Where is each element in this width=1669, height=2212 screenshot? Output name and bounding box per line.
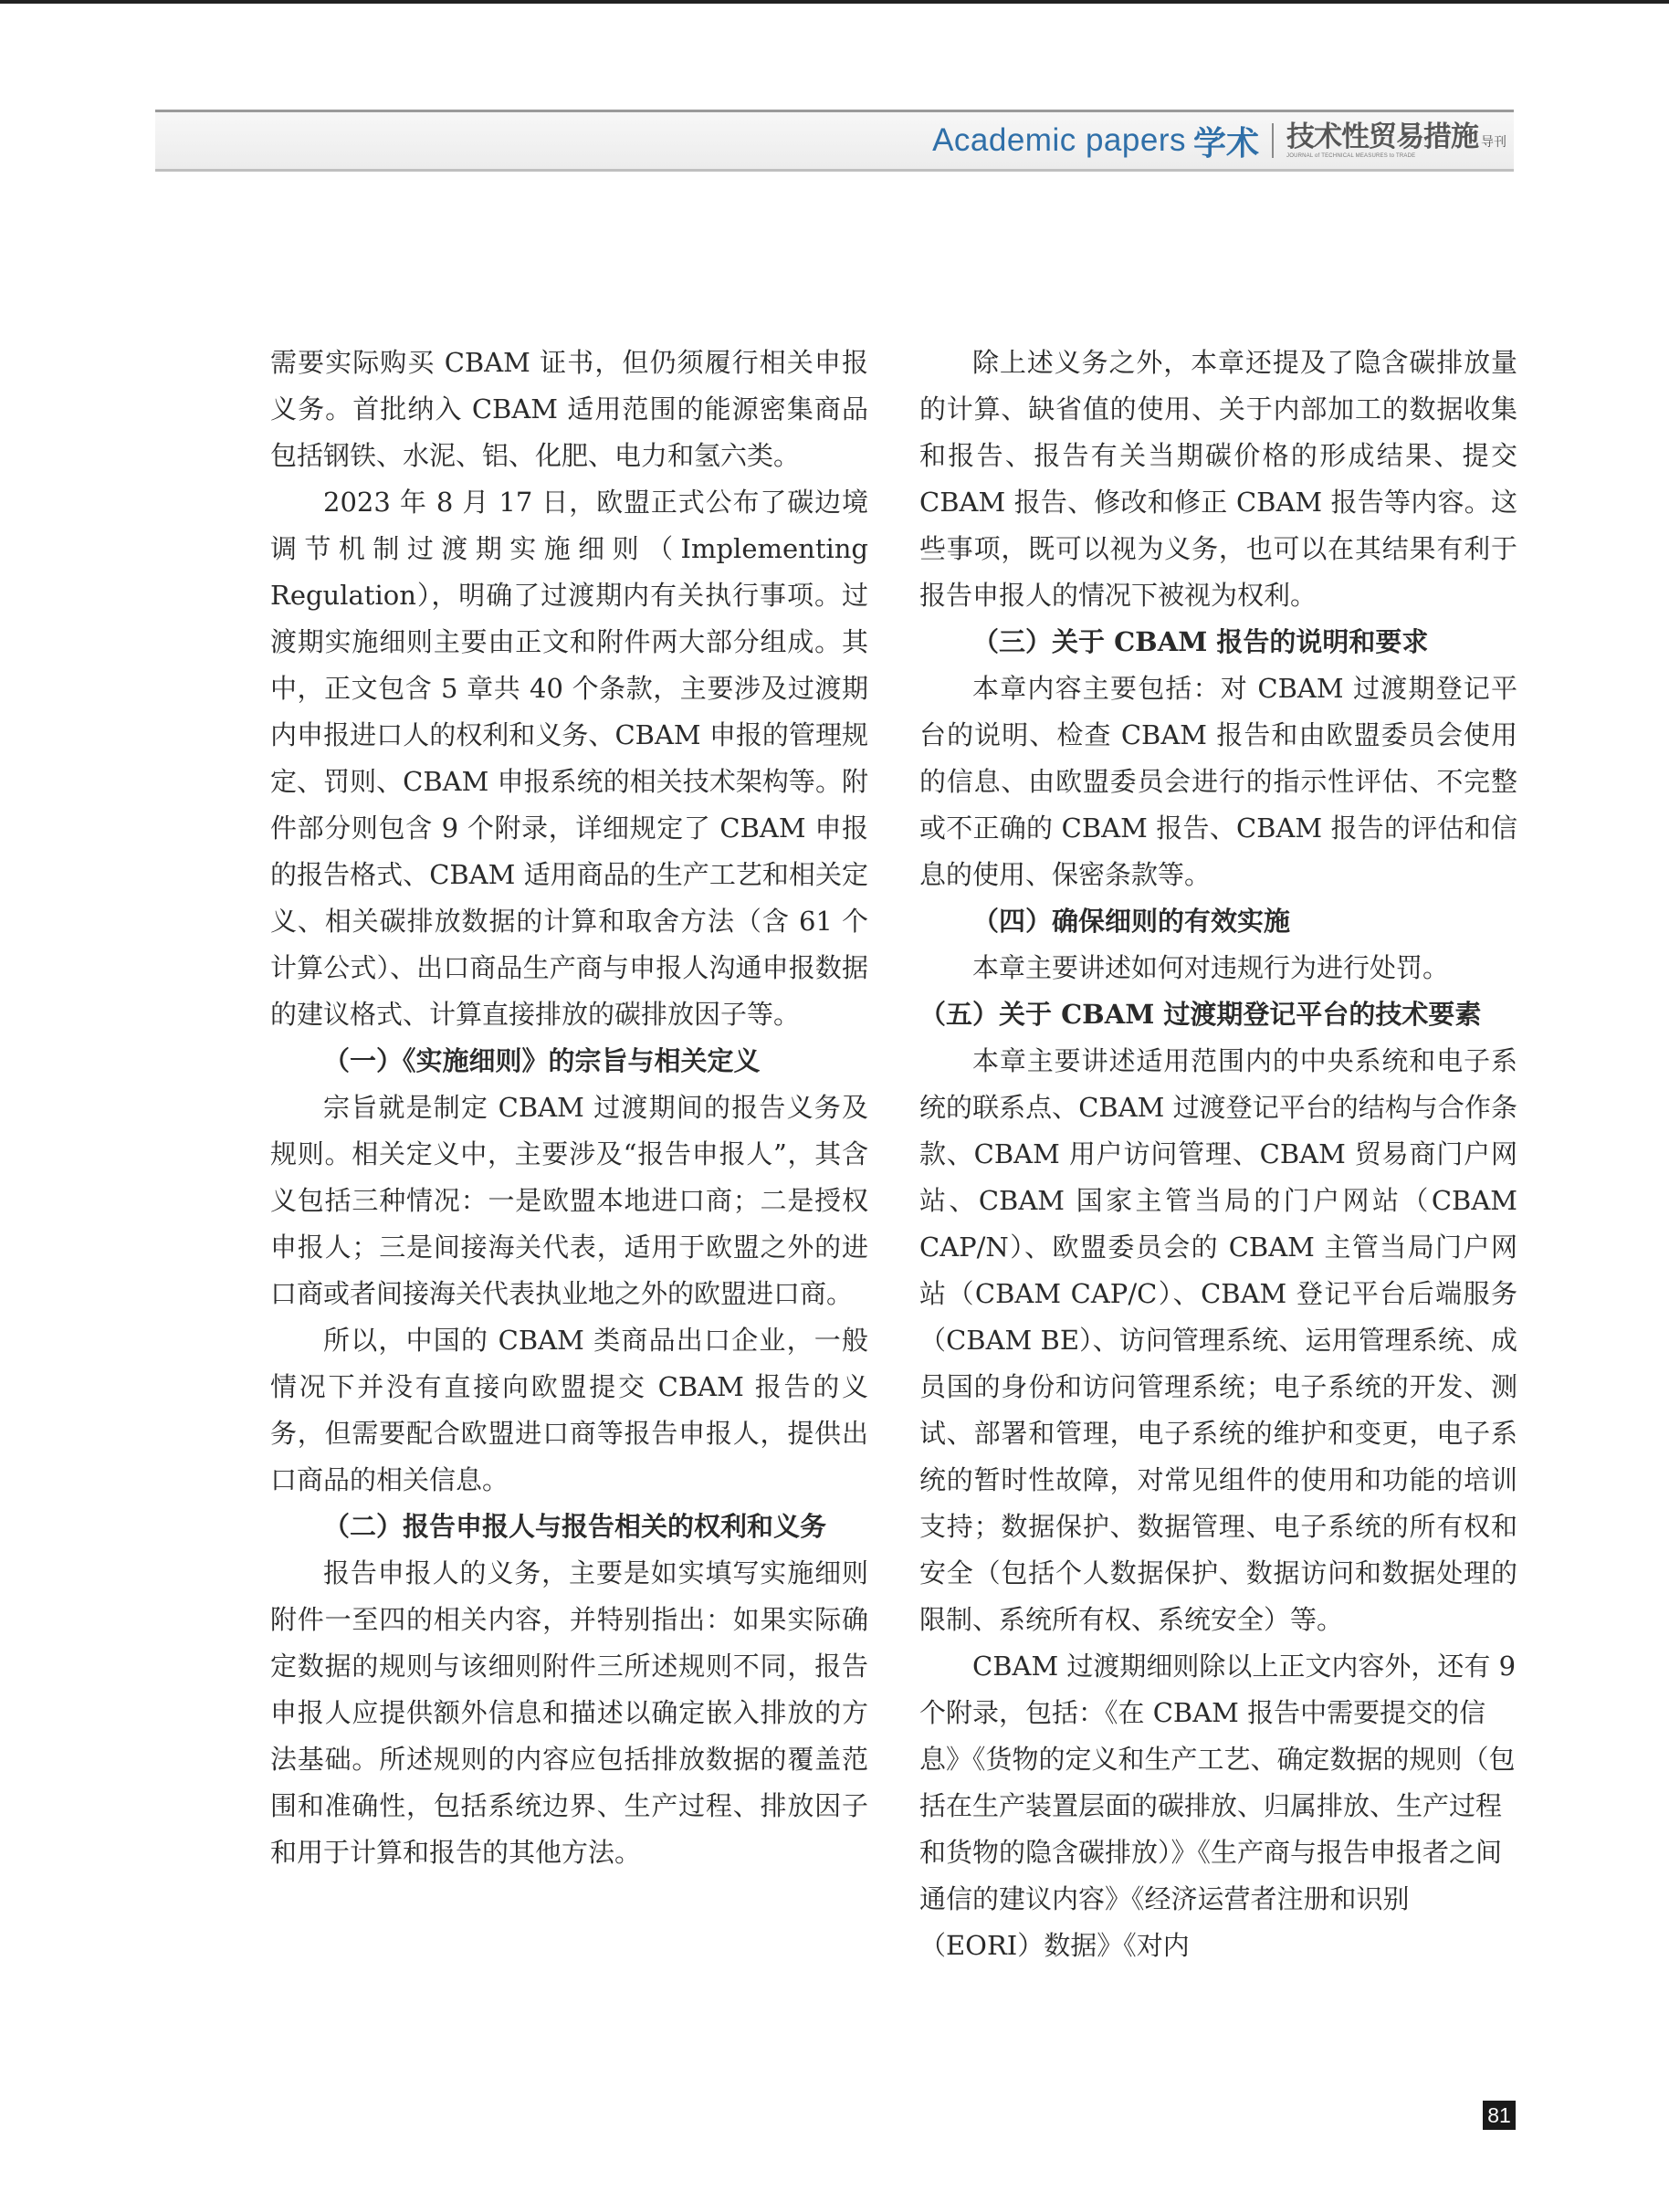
body-paragraph: CBAM 过渡期细则除以上正文内容外，还有 9 个附录，包括：《在 CBAM 报告中需要提交的信息》《货物的定义和生产工艺、确定数据的规则（包括在生产装置层面的碳排放、归属排放、生产过程和货物的隐含碳排放）》《生产商与报告申报者之间通信的建议内容》《经济运营者注册和识别（EORI）数据》《对内 — [919, 1651, 1517, 1961]
section-heading: （三）关于 CBAM 报告的说明和要求 — [972, 626, 1429, 657]
body-paragraph: 宗旨就是制定 CBAM 过渡期间的报告义务及规则。相关定义中，主要涉及“报告申报人”，其含义包括三种情况：一是欧盟本地进口商；二是授权申报人；三是间接海关代表，适用于欧盟之外的进口商或者间接海关代表执业地之外的欧盟进口商。 — [270, 1092, 868, 1309]
body-paragraph: 本章内容主要包括：对 CBAM 过渡期登记平台的说明、检查 CBAM 报告和由欧盟委员会使用的信息、由欧盟委员会进行的指示性评估、不完整或不正确的 CBAM 报告、CBAM 报告的评估和信息的使用、保密条款等。 — [919, 673, 1517, 890]
section-heading: （一）《实施细则》的宗旨与相关定义 — [323, 1045, 761, 1076]
left-column — [270, 340, 868, 1876]
section-heading: （二）报告申报人与报告相关的权利和义务 — [323, 1511, 827, 1542]
journal-suffix: 导刊 — [1481, 134, 1506, 150]
header-section-label: 学术 — [1192, 123, 1259, 162]
body-paragraph: 需要实际购买 CBAM 证书，但仍须履行相关申报义务。首批纳入 CBAM 适用范围的能源密集商品包括钢铁、水泥、铝、化肥、电力和氢六类。 — [270, 347, 868, 471]
journal-logo — [1286, 120, 1506, 159]
body-paragraph: 2023 年 8 月 17 日，欧盟正式公布了碳边境调节机制过渡期实施细则（Implementing Regulation），明确了过渡期内有关执行事项。过渡期实施细则主要由正文和附件两大部分组成。其中，正文包含 5 章共 40 个条款，主要涉及过渡期内申报进口人的权利和义务、CBAM 申报的管理规定、罚则、CBAM 申报系统的相关技术架构等。附件部分则包含 9 个附录，详细规定了 CBAM 申报的报告格式、CBAM 适用商品的生产工艺和相关定义、相关碳排放数据的计算和取舍方法（含 61 个计算公式）、出口商品生产商与申报人沟通申报数据的建议格式、计算直接排放的碳排放因子等。 — [270, 487, 868, 1030]
running-header — [155, 110, 1514, 172]
body-paragraph: 所以，中国的 CBAM 类商品出口企业，一般情况下并没有直接向欧盟提交 CBAM 报告的义务，但需要配合欧盟进口商等报告申报人，提供出口商品的相关信息。 — [270, 1325, 868, 1495]
section-heading: （五）关于 CBAM 过渡期登记平台的技术要素 — [919, 999, 1482, 1030]
header-divider — [1272, 123, 1274, 158]
page-number: 81 — [1483, 2101, 1516, 2130]
running-header-content — [932, 120, 1506, 162]
journal-name: 技术性贸易措施 — [1286, 120, 1478, 153]
body-paragraph: 本章主要讲述适用范围内的中央系统和电子系统的联系点、CBAM 过渡登记平台的结构与合作条款、CBAM 用户访问管理、CBAM 贸易商门户网站、CBAM 国家主管当局的门户网站（CBAM CAP/N）、欧盟委员会的 CBAM 主管当局门户网站（CBAM CAP/C）、CBAM 登记平台后端服务（CBAM BE）、访问管理系统、运用管理系统、成员国的身份和访问管理系统；电子系统的开发、测试、部署和管理，电子系统的维护和变更，电子系统的暂时性故障，对常见组件的使用和功能的培训支持；数据保护、数据管理、电子系统的所有权和安全（包括个人数据保护、数据访问和数据处理的限制、系统所有权、系统安全）等。 — [919, 1045, 1517, 1635]
section-heading: （四）确保细则的有效实施 — [972, 906, 1291, 937]
body-paragraph: 本章主要讲述如何对违规行为进行处罚。 — [972, 952, 1450, 983]
body-paragraph: 除上述义务之外，本章还提及了隐含碳排放量的计算、缺省值的使用、关于内部加工的数据收集和报告、报告有关当期碳价格的形成结果、提交 CBAM 报告、修改和修正 CBAM 报告等内容。这些事项，既可以视为义务，也可以在其结果有利于报告申报人的情况下被视为权利。 — [919, 347, 1517, 611]
header-academic-label: Academic papers — [932, 122, 1186, 158]
body-paragraph: 报告申报人的义务，主要是如实填写实施细则附件一至四的相关内容，并特别指出：如果实际确定数据的规则与该细则附件三所述规则不同，报告申报人应提供额外信息和描述以确定嵌入排放的方法基础。所述规则的内容应包括排放数据的覆盖范围和准确性，包括系统边界、生产过程、排放因子和用于计算和报告的其他方法。 — [270, 1557, 868, 1868]
page-top-edge — [0, 0, 1669, 4]
right-column — [919, 340, 1517, 1969]
journal-subtitle: JOURNAL of TECHNICAL MEASURES to TRADE — [1286, 152, 1416, 159]
